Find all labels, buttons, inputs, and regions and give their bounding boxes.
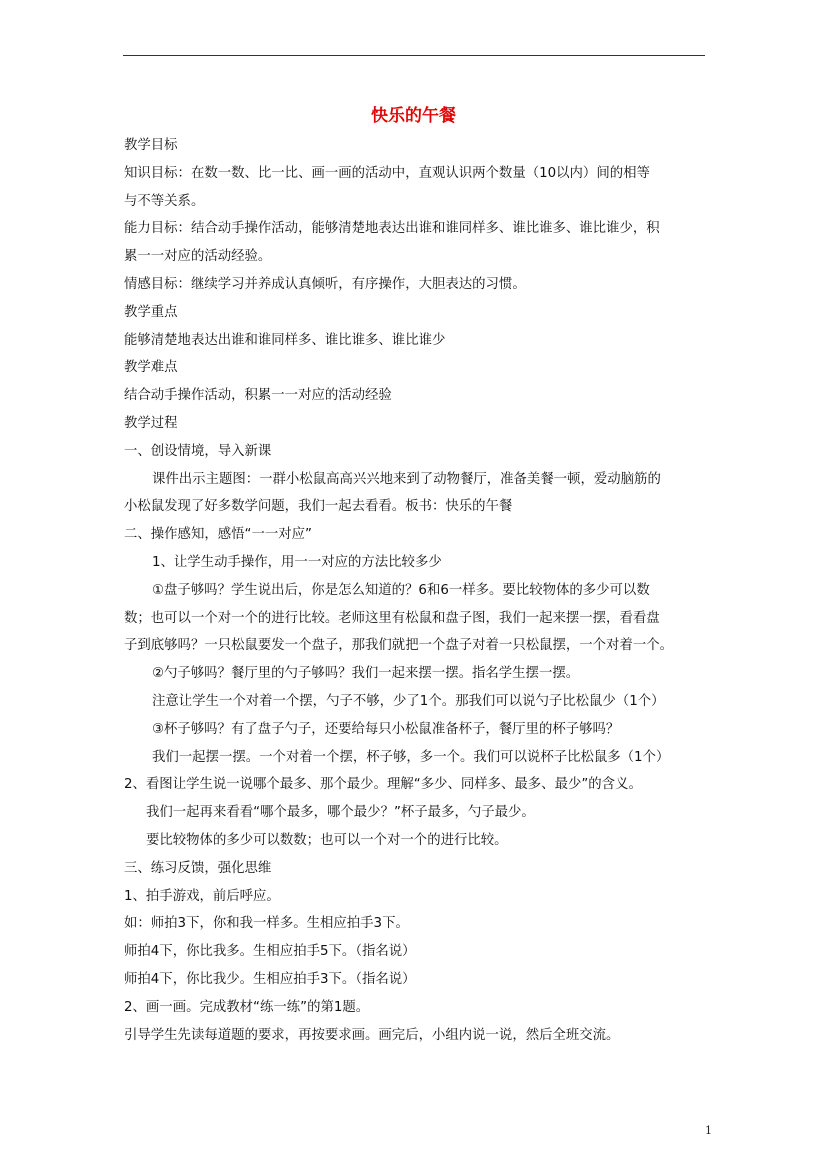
paragraph-line: 引导学生先读每道题的要求，再按要求画。画完后，小组内说一说，然后全班交流。 <box>124 1027 620 1043</box>
document-body <box>124 132 709 1049</box>
paragraph-line: 情感目标：继续学习并养成认真倾听，有序操作，大胆表达的习惯。 <box>124 276 526 292</box>
paragraph-line: ①盘子够吗？学生说出后，你是怎么知道的？6和6一样多。要比较物体的多少可以数 <box>152 582 650 598</box>
paragraph-line: 教学目标 <box>124 138 178 153</box>
paragraph-line: 与不等关系。 <box>124 193 205 209</box>
paragraph-line: 2、画一画。完成教材“练一练”的第1题。 <box>124 999 370 1015</box>
page-number: 1 <box>705 1124 712 1137</box>
paragraph-line: 数；也可以一个对一个的进行比较。老师这里有松鼠和盘子图，我们一起来摆一摆，看看盘 <box>124 610 660 626</box>
paragraph-line: 能力目标：结合动手操作活动，能够清楚地表达出谁和谁同样多、谁比谁多、谁比谁少，积 <box>124 221 660 237</box>
paragraph-line: 注意让学生一个对着一个摆，勺子不够，少了1个。那我们可以说勺子比松鼠少（1个） <box>152 693 665 709</box>
document-title: 快乐的午餐 <box>371 106 456 126</box>
paragraph-line: 教学过程 <box>124 415 178 431</box>
paragraph-line: 师拍4下，你比我少。生相应拍手3下。（指名说） <box>124 971 416 987</box>
paragraph-line: 教学重点 <box>124 304 178 320</box>
paragraph-line: 能够清楚地表达出谁和谁同样多、谁比谁多、谁比谁少 <box>124 332 446 348</box>
paragraph-line: 三、练习反馈，强化思维 <box>124 860 272 876</box>
paragraph-line: 知识目标：在数一数、比一比、画一画的活动中，直观认识两个数量（10以内）间的相等 <box>124 165 650 181</box>
paragraph-line: 教学难点 <box>124 360 178 376</box>
paragraph-line: 小松鼠发现了好多数学问题，我们一起去看看。板书：快乐的午餐 <box>124 499 513 515</box>
paragraph-line: 二、操作感知，感悟“一一对应” <box>124 527 312 543</box>
paragraph-line: 要比较物体的多少可以数数；也可以一个对一个的进行比较。 <box>146 832 508 848</box>
paragraph-line: 子到底够吗？一只松鼠要发一个盘子，那我们就把一个盘子对着一只松鼠摆，一个对着一个。 <box>124 638 674 654</box>
header-rule <box>123 55 705 56</box>
paragraph-line: 课件出示主题图：一群小松鼠高高兴兴地来到了动物餐厅，准备美餐一顿，爱动脑筋的 <box>152 471 661 487</box>
paragraph-line: 我们一起再来看看“哪个最多，哪个最少？”杯子最多，勺子最少。 <box>146 805 535 821</box>
paragraph-line: 我们一起摆一摆。一个对着一个摆，杯子够，多一个。我们可以说杯子比松鼠多（1个） <box>152 749 670 765</box>
paragraph-line: 2、看图让学生说一说哪个最多、那个最少。理解“多少、同样多、最多、最少”的含义。 <box>124 777 642 793</box>
paragraph-line: ②勺子够吗？餐厅里的勺子够吗？我们一起来摆一摆。指名学生摆一摆。 <box>152 666 580 682</box>
paragraph-line: 师拍4下，你比我多。生相应拍手5下。（指名说） <box>124 944 416 960</box>
paragraph-line: 如：师拍3下，你和我一样多。生相应拍手3下。 <box>124 916 409 932</box>
paragraph-line: 累一一对应的活动经验。 <box>124 249 272 265</box>
paragraph-line: 1、让学生动手操作，用一一对应的方法比较多少 <box>152 554 442 570</box>
paragraph-line: 结合动手操作活动，积累一一对应的活动经验 <box>124 388 392 404</box>
paragraph-line: 1、拍手游戏，前后呼应。 <box>124 888 280 904</box>
paragraph-line: ③杯子够吗？有了盘子勺子，还要给每只小松鼠准备杯子，餐厅里的杯子够吗？ <box>152 721 620 737</box>
paragraph-line: 一、创设情境，导入新课 <box>124 443 272 459</box>
